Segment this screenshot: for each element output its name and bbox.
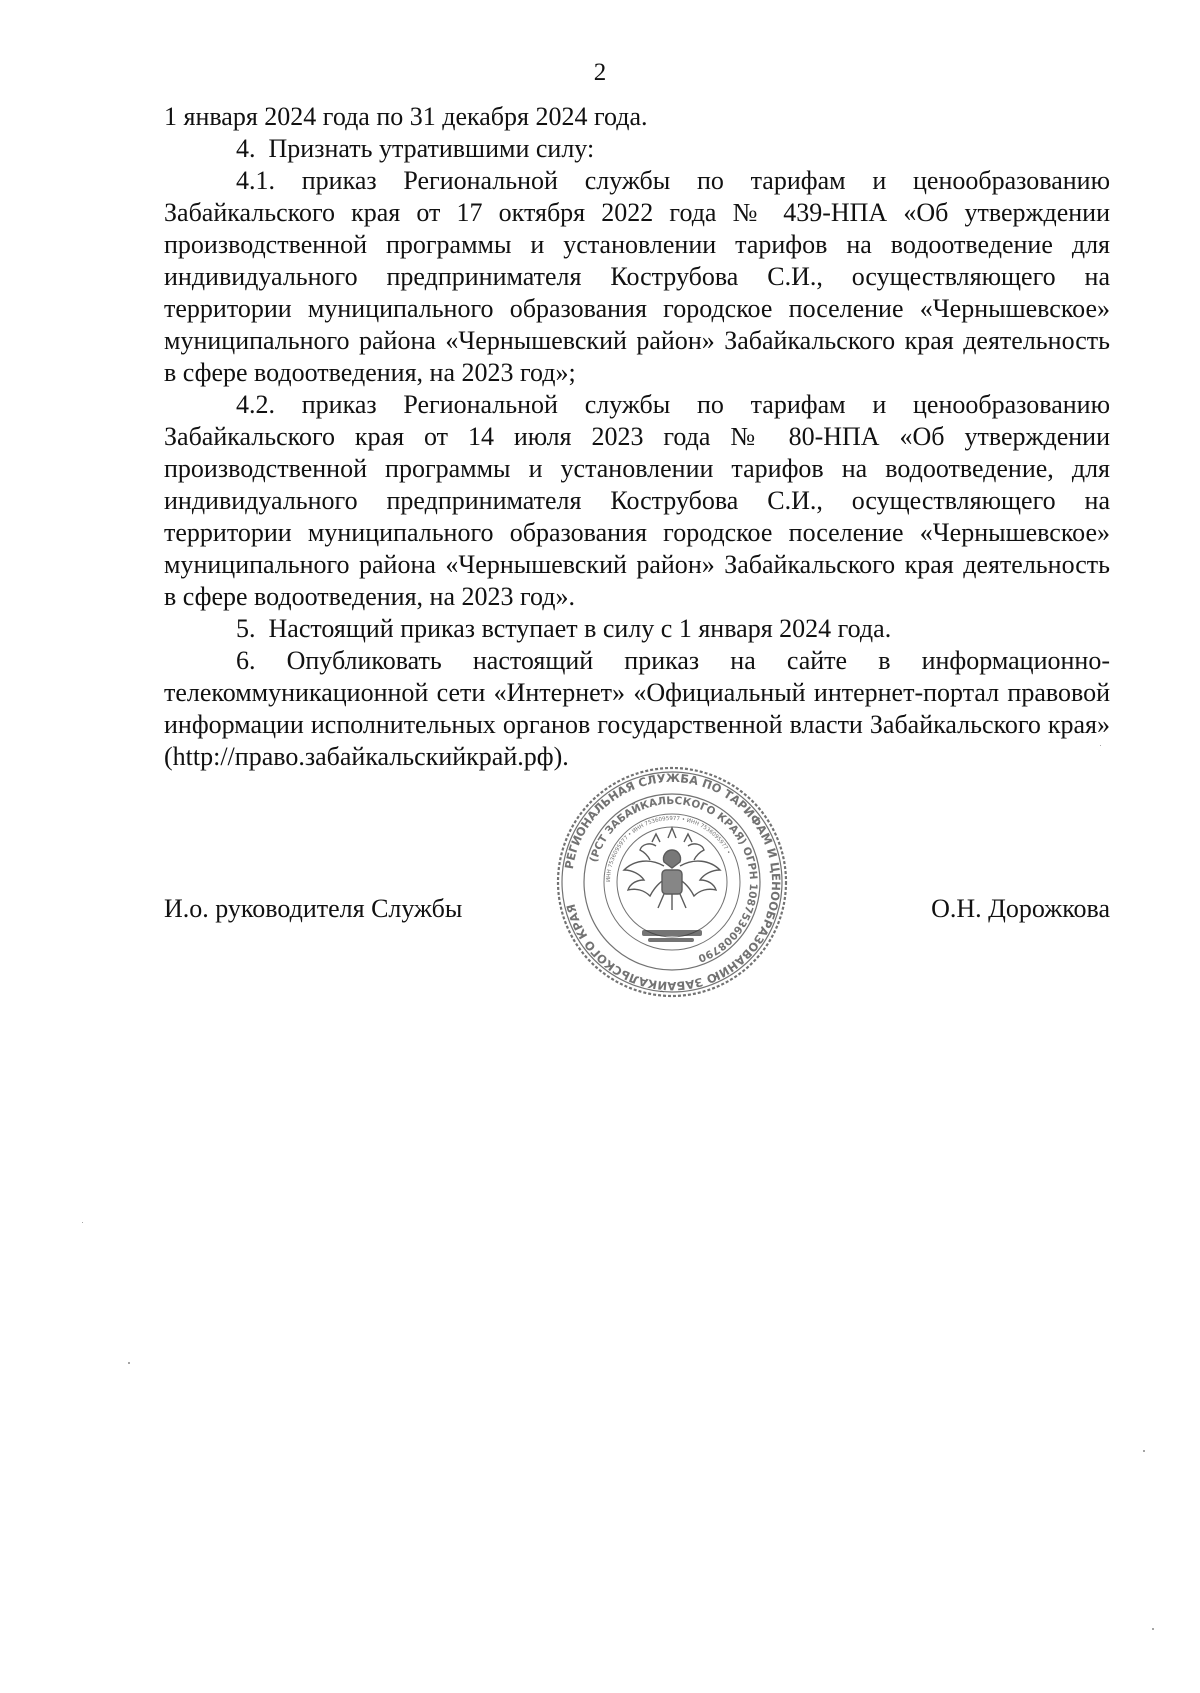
scan-speck bbox=[1100, 745, 1101, 746]
signature-block bbox=[164, 893, 1110, 929]
scan-speck bbox=[82, 1222, 83, 1223]
scan-speck bbox=[1143, 1450, 1145, 1452]
seal-outer-text: РЕГИОНАЛЬНАЯ СЛУЖБА ПО ТАРИФАМ И ЦЕНООБРАЗОВАНИЮ ЗАБАЙКАЛЬСКОГО КРАЯ bbox=[561, 770, 784, 994]
signatory-name: О.Н. Дорожкова bbox=[931, 894, 1110, 923]
paragraph-item-6: 6. Опубликовать настоящий приказ на сайте в информационно-телекоммуникационной сети «Интернет» «Официальный интернет-портал правовой информации исполнительных органов государственной власти Забайкальского края» (http://право.забайкальскийкрай.рф). bbox=[164, 646, 1110, 771]
seal-ring-text: ИНН 7536095977 • ИНН 7536095977 • ИНН 7536095977 • bbox=[605, 815, 732, 883]
signatory-position: И.о. руководителя Службы bbox=[164, 894, 463, 923]
paragraph-continuation: 1 января 2024 года по 31 декабря 2024 года. bbox=[164, 102, 648, 131]
paragraph-item-4-2: 4.2. приказ Региональной службы по тарифам и ценообразованию Забайкальского края от 14 июля 2023 года № 80-НПА «Об утверждении производственной программы и установлении тарифов на водоотведение, для индивидуального предпринимателя Кострубова С.И., осуществляющего на территории муниципального образования городское поселение «Чернышевское» муниципального района «Чернышевский район» Забайкальского края деятельность в сфере водоотведения, на 2023 год». bbox=[164, 390, 1110, 611]
seal-graphic bbox=[552, 762, 792, 1002]
page-number: 2 bbox=[593, 59, 607, 86]
paragraph-item-4-1: 4.1. приказ Региональной службы по тарифам и ценообразованию Забайкальского края от 17 октября 2022 года № 439-НПА «Об утверждении производственной программы и установлении тарифов на водоотведение для индивидуального предпринимателя Кострубова С.И., осуществляющего на территории муниципального образования городское поселение «Чернышевское» муниципального района «Чернышевский район» Забайкальского края деятельность в сфере водоотведения, на 2023 год»; bbox=[164, 166, 1110, 387]
scan-speck bbox=[1152, 1628, 1154, 1630]
scan-speck bbox=[128, 1362, 130, 1364]
paragraph-item-5: 5. Настоящий приказ вступает в силу с 1 января 2024 года. bbox=[236, 614, 892, 643]
paragraph-item-4: 4. Признать утратившими силу: bbox=[236, 134, 595, 163]
document-body bbox=[164, 101, 1110, 773]
seal-inner-text: (РСТ ЗАБАЙКАЛЬСКОГО КРАЯ) ОГРН 1087536008790 bbox=[587, 794, 760, 965]
official-seal-stamp bbox=[552, 762, 792, 1002]
